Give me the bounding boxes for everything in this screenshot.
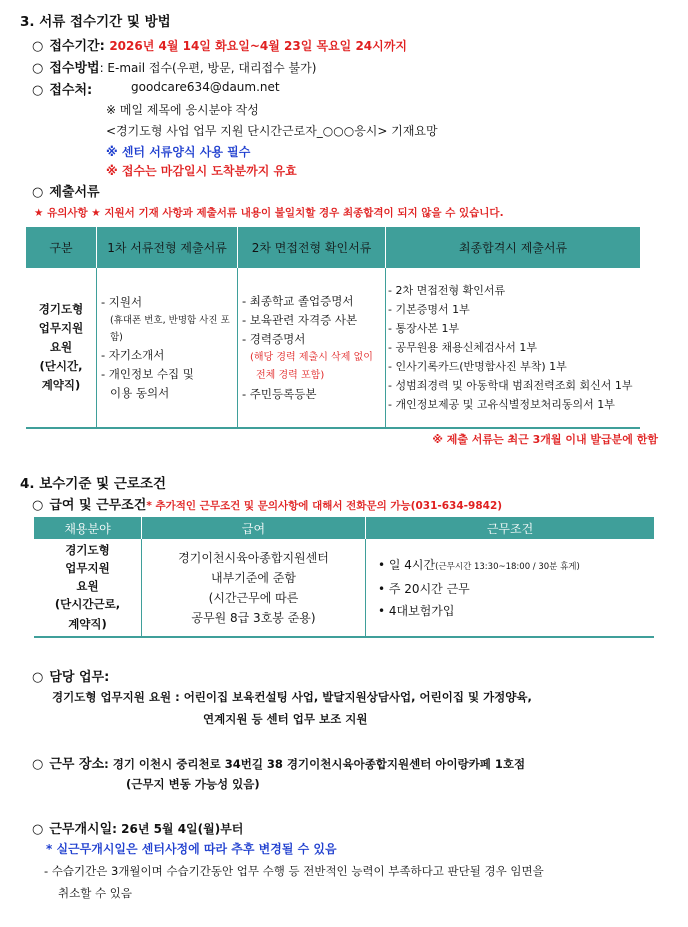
duty-row: ○ 담당 업무:: [32, 670, 110, 685]
circle-bullet-icon: ○: [32, 822, 44, 837]
start-row: [32, 818, 243, 837]
documents-table: [26, 227, 640, 429]
field-line: (단시간근로,: [54, 596, 121, 611]
field-cell: [34, 539, 142, 637]
round2-docs-cell: [238, 268, 386, 428]
doc-item: - 최종학교 졸업증명서: [242, 293, 354, 308]
circle-bullet-icon: ○: [32, 757, 44, 772]
pay-line: (시간근무에 따른: [208, 590, 299, 605]
circle-bullet-icon: ○: [32, 39, 44, 54]
method-value: : E-mail 접수(우편, 방문, 대리접수 불가): [99, 61, 317, 75]
field-line: 요원: [76, 578, 99, 593]
duty-line2: 연계지원 등 센터 업무 보조 지원: [203, 712, 368, 726]
condition-item: • 4대보험가입: [378, 603, 455, 618]
doc-item: - 인사기록카드(반명함사진 부착) 1부: [388, 360, 567, 373]
category-line: 경기도형: [38, 302, 84, 316]
doc-item: - 자기소개서: [101, 347, 165, 362]
method-label: 접수방법: [49, 61, 100, 76]
pay-cell: [142, 539, 366, 637]
condition-text: • 일 4시간: [378, 557, 436, 572]
section3-title: 3. 서류 접수기간 및 방법: [20, 14, 171, 30]
circle-bullet-icon: ○: [32, 83, 44, 98]
category-line: 요원: [49, 340, 73, 354]
place-label: 접수처: [49, 83, 88, 98]
start-label: 근무개시일: [49, 822, 113, 837]
note-deadline: ※ 접수는 마감일시 도착분까지 유효: [106, 164, 297, 178]
doc-item: - 기본증명서 1부: [388, 303, 470, 316]
probation-line2: 취소할 수 있음: [58, 886, 132, 900]
circle-bullet-icon: ○: [32, 61, 44, 76]
doc-item: - 주민등록등본: [242, 386, 317, 401]
pay-row: [32, 494, 502, 513]
doc-item: - 경력증명서: [242, 331, 306, 346]
doc-item: - 지원서: [101, 294, 143, 309]
note-format: <경기도형 사업 업무 지원 단시간근로자_○○○응시> 기재요망: [106, 124, 438, 138]
field-line: 업무지원: [65, 560, 110, 575]
pay-line: 내부기준에 준함: [211, 570, 296, 585]
method-row: [32, 57, 316, 76]
duty-label: 담당 업무: [49, 670, 105, 685]
doc-item-note: (해당 경력 제출시 삭제 없이: [250, 351, 373, 363]
condition-item: • 주 20시간 근무: [378, 581, 470, 596]
doc-item: - 성범죄경력 및 아동학대 범죄전력조회 회신서 1부: [388, 379, 633, 392]
docs-row: [32, 181, 100, 200]
condition-cell: [366, 539, 655, 637]
table-header: 채용분야: [34, 517, 142, 539]
period-value: 2026년 4월 14일 화요일~4월 23일 목요일 24시까지: [109, 39, 407, 53]
category-cell: [26, 268, 97, 428]
pay-line: 공무원 8급 3호봉 준용): [191, 610, 316, 625]
place-row: ○ 접수처: goodcare634@daum.net: [32, 80, 280, 98]
duty-line1: 경기도형 업무지원 요원 : 어린이집 보육컨설팅 사업, 발달지원상담사업, 어린이집 및 가정양육,: [52, 690, 532, 704]
field-line: 경기도형: [65, 542, 110, 557]
table-note: ※ 제출 서류는 최근 3개월 이내 발급분에 한함: [432, 433, 658, 446]
field-line: 계약직): [68, 616, 107, 631]
workplace-note: (근무지 변동 가능성 있음): [126, 777, 260, 791]
circle-bullet-icon: ○: [32, 670, 44, 685]
doc-item: - 통장사본 1부: [388, 322, 460, 335]
workplace-label: 근무 장소: [49, 757, 105, 772]
table-header: 구분: [26, 227, 97, 268]
table-header: 2차 면접전형 확인서류: [238, 227, 386, 268]
workplace-value: : 경기 이천시 중리천로 34번길 38 경기이천시육아종합지원센터 아이랑카페 1호점: [104, 757, 526, 771]
condition-note: (근무시간 13:30~18:00 / 30분 휴게): [435, 561, 580, 572]
place-email: goodcare634@daum.net: [131, 80, 280, 94]
probation-line1: - 수습기간은 3개월이며 수습기간동안 업무 수행 등 전반적인 능력이 부족하다고 판단될 경우 임면을: [44, 864, 544, 878]
condition-item: [378, 554, 654, 578]
doc-item: - 공무원용 채용신체검사서 1부: [388, 341, 537, 354]
doc-item-note: 전체 경력 포함): [256, 369, 325, 381]
section4-title: 4. 보수기준 및 근로조건: [20, 476, 166, 492]
pay-label: 급여 및 근무조건: [49, 498, 147, 513]
doc-item: - 개인정보제공 및 고유식별정보처리동의서 1부: [388, 398, 615, 411]
table-header: 근무조건: [366, 517, 655, 539]
note-form-required: ※ 센터 서류양식 사용 필수: [106, 145, 251, 159]
round1-docs-cell: [97, 268, 238, 428]
docs-label: 제출서류: [49, 185, 100, 200]
table-header: 급여: [142, 517, 366, 539]
doc-item: 이용 동의서: [110, 385, 170, 400]
start-note: * 실근무개시일은 센터사정에 따라 추후 변경될 수 있음: [46, 842, 337, 856]
pay-note: * 추가적인 근무조건 및 문의사항에 대해서 전화문의 가능(031-634-9842): [146, 500, 503, 512]
warning-text: ★ 유의사항 ★ 지원서 기재 사항과 제출서류 내용이 불일치할 경우 최종합격이 되지 않을 수 있습니다.: [34, 207, 504, 219]
workplace-row: [32, 753, 525, 772]
note-subject: ※ 메일 제목에 응시분야 작성: [106, 103, 259, 117]
final-docs-cell: [386, 268, 641, 428]
category-line: (단시간,: [39, 359, 83, 373]
table-header: 1차 서류전형 제출서류: [97, 227, 238, 268]
pay-table: [34, 517, 654, 638]
circle-bullet-icon: ○: [32, 185, 44, 200]
pay-line: 경기이천시육아종합지원센터: [178, 550, 329, 565]
period-label: 접수기간: [49, 39, 100, 54]
start-value: : 26년 5월 4일(월)부터: [112, 822, 244, 836]
circle-bullet-icon: ○: [32, 498, 44, 513]
category-line: 업무지원: [38, 321, 84, 335]
table-header: 최종합격시 제출서류: [386, 227, 641, 268]
doc-item: - 개인정보 수집 및: [101, 366, 194, 381]
period-row: ○ 접수기간: 2026년 4월 14일 화요일~4월 23일 목요일 24시까지: [32, 39, 407, 54]
doc-item: - 보육관련 자격증 사본: [242, 312, 358, 327]
doc-item-note: (휴대폰 번호, 반명함 사진 포함): [110, 314, 230, 343]
doc-item: - 2차 면접전형 확인서류: [388, 284, 506, 297]
category-line: 계약직): [41, 378, 81, 392]
